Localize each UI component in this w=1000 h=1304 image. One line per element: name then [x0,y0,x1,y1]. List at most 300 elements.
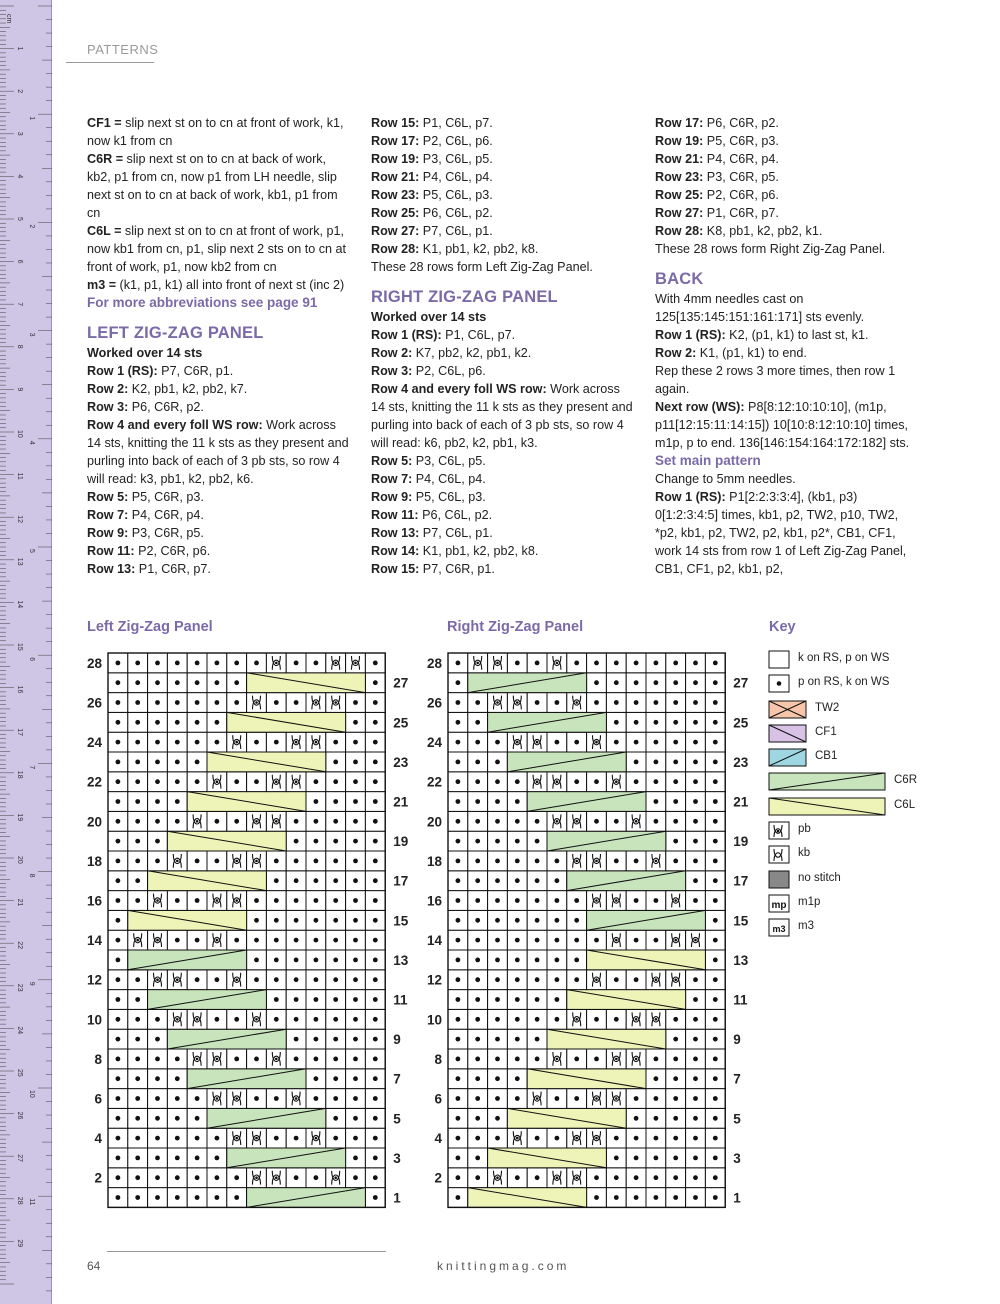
purl-dot [535,1136,540,1141]
purl-dot [314,1175,319,1180]
purl-dot [175,799,180,804]
purl-dot [373,1017,378,1022]
purl-dot [634,1195,639,1200]
purl-dot [254,1057,259,1062]
purl-dot [713,1057,718,1062]
row-number-odd: 25 [733,715,749,731]
ruler-inch-number: 5 [28,549,35,553]
purl-dot [634,740,639,745]
purl-dot [594,1017,599,1022]
purl-dot [673,1057,678,1062]
purl-dot [713,819,718,824]
row-number-odd: 11 [733,992,748,1008]
purl-dot [195,700,200,705]
purl-dot [373,1076,378,1081]
pattern-row [371,452,633,470]
pb-dot [315,741,318,744]
purl-dot [693,1057,698,1062]
purl-dot [333,918,338,923]
purl-dot [693,1195,698,1200]
purl-dot [373,938,378,943]
purl-dot [475,997,480,1002]
purl-dot [713,661,718,666]
purl-dot [195,977,200,982]
purl-dot [495,760,500,765]
row-number-even: 28 [86,655,102,671]
purl-dot [574,958,579,963]
ruler-cm-number: 24 [16,1026,23,1035]
row-number-even: 28 [426,655,442,671]
pb-dot [615,1097,618,1100]
purl-dot [456,859,461,864]
purl-dot [234,819,239,824]
purl-dot [353,1156,358,1161]
row-label: Row 9: [87,526,129,540]
purl-dot [614,661,619,666]
purl-dot [135,1096,140,1101]
purl-dot [215,859,220,864]
row-text: P3, C6R, p5. [128,526,204,540]
purl-dot [456,1175,461,1180]
key-label: C6L [894,799,916,811]
purl-dot [693,680,698,685]
purl-dot [175,1076,180,1081]
ruler-cm-number: 28 [16,1196,23,1205]
purl-dot [274,938,279,943]
row-label: Row 21: [371,170,420,184]
purl-dot [555,997,560,1002]
row-number-even: 8 [94,1051,102,1067]
ruler-cm-number: 27 [16,1154,23,1162]
worked-over: Worked over 14 sts [87,346,203,360]
purl-dot [713,740,718,745]
pb-dot [496,1176,499,1179]
purl-dot [175,1096,180,1101]
pattern-row [87,416,349,488]
purl-dot [535,700,540,705]
purl-dot [634,859,639,864]
row-text: P3, C6L, p5. [412,454,486,468]
row-text: Work across 14 sts, knitting the 11 k sts as they present and purling into back of each of 3 pb sts, so row 4 will read: k3, pb1, k2, pb2, k6. [87,418,349,486]
purl-dot [294,819,299,824]
purl-dot [495,1136,500,1141]
purl-dot [456,898,461,903]
pb-dot [315,701,318,704]
purl-dot [574,661,579,666]
pb-dot [235,899,238,902]
row-number-odd: 3 [733,1150,741,1166]
purl-dot [294,1037,299,1042]
form-note: These 28 rows form Left Zig-Zag Panel. [371,260,593,274]
ruler-inch-number: 8 [28,873,35,878]
purl-dot [353,839,358,844]
purl-dot [116,997,121,1002]
left-panel-heading: LEFT ZIG-ZAG PANEL [87,324,264,342]
kb-icon [768,845,790,864]
purl-dot [456,1076,461,1081]
page-number: 64 [87,1259,101,1273]
purl-dot [515,977,520,982]
pb-dot [255,820,258,823]
purl-dot [215,740,220,745]
next-row [655,398,911,452]
key-label: kb [798,847,811,859]
pattern-row [655,326,911,344]
purl-dot [594,938,599,943]
purl-dot [274,1096,279,1101]
pattern-row [371,542,633,560]
pb-dot [595,741,598,744]
purl-dot [515,918,520,923]
pb-dot [275,820,278,823]
pb-dot [516,741,519,744]
pb-dot [176,978,179,981]
worked-over: Worked over 14 sts [371,310,487,324]
purl-dot [116,958,121,963]
purl-dot [116,1136,121,1141]
row-number-even: 4 [434,1131,442,1147]
purl-dot [475,1096,480,1101]
purl-dot [535,958,540,963]
text-column-2 [371,114,633,578]
purl-dot [116,1175,121,1180]
pattern-row [655,186,911,204]
pb-dot [777,830,780,833]
ruler-cm-number: 26 [16,1111,23,1120]
pb-dot [674,978,677,981]
pb-dot [575,701,578,704]
purl-dot [333,779,338,784]
left-panel-rows-cont [371,114,633,258]
purl-dot [116,1037,121,1042]
row-label: Row 13: [87,562,136,576]
row-label: Row 9: [371,490,413,504]
text-column-3 [655,114,911,578]
purl-dot [495,799,500,804]
purl-dot [673,720,678,725]
row-number-odd: 21 [393,794,409,810]
purl-dot [456,958,461,963]
purl-dot [713,700,718,705]
purl-dot [654,779,659,784]
purl-dot [654,1096,659,1101]
c6r-icon [768,772,886,791]
purl-dot [495,997,500,1002]
row-label: Row 4 and every foll WS row: [371,382,547,396]
purl-dot [673,1116,678,1121]
purl-dot [456,700,461,705]
purl-dot [555,1017,560,1022]
purl-dot [693,700,698,705]
key-label: no stitch [798,872,841,884]
purl-dot [353,977,358,982]
purl-dot [495,1057,500,1062]
row-label: Row 11: [371,508,419,522]
row-label: Row 4 and every foll WS row: [87,418,263,432]
pb-dot [255,860,258,863]
purl-dot [353,859,358,864]
pb-dot [156,899,159,902]
row-text: P7, C6R, p1. [419,562,495,576]
purl-dot [654,661,659,666]
purl-dot [673,1195,678,1200]
pattern-row [371,132,633,150]
row-number-odd: 1 [393,1190,401,1206]
purl-dot [116,1096,121,1101]
row-number-even: 10 [426,1012,442,1028]
purl-dot [135,839,140,844]
purl-dot [155,819,160,824]
purl-dot [654,760,659,765]
purl-dot [713,1136,718,1141]
purl-dot [713,977,718,982]
purl-dot [495,819,500,824]
purl-dot [135,1175,140,1180]
right-chart-title: Right Zig-Zag Panel [447,619,584,635]
purl-dot [456,1057,461,1062]
purl-dot [135,1136,140,1141]
purl-dot [155,760,160,765]
row-number-odd: 27 [733,675,749,691]
purl-dot [373,839,378,844]
ruler-cm-number: 4 [16,174,23,179]
row-number-odd: 1 [733,1190,741,1206]
row-text: P7, C6R, p1. [157,364,234,378]
row-label: Row 21: [655,152,704,166]
purl-dot [215,700,220,705]
purl-dot [515,819,520,824]
pattern-row [87,542,349,560]
purl-dot [713,1156,718,1161]
row-number-odd: 21 [733,794,749,810]
p-icon [768,674,790,693]
purl-dot [495,898,500,903]
pattern-row [87,560,349,578]
row-text: P4, C6R, p4. [703,152,779,166]
purl-dot [535,878,540,883]
purl-dot [294,878,299,883]
row-number-odd: 5 [393,1111,401,1127]
purl-dot [195,1175,200,1180]
pattern-row [371,470,633,488]
purl-dot [634,977,639,982]
purl-dot [333,1116,338,1121]
purl-dot [155,839,160,844]
pb-dot [176,860,179,863]
purl-dot [475,700,480,705]
purl-dot [515,799,520,804]
pb-dot [595,899,598,902]
row-text: P2, C6L, p6. [412,364,486,378]
row-number-even: 14 [86,933,102,949]
row-number-even: 24 [426,735,442,751]
purl-dot [215,977,220,982]
purl-dot [373,918,378,923]
purl-dot [274,1136,279,1141]
pb-dot [216,939,219,942]
purl-dot [495,938,500,943]
purl-dot [654,938,659,943]
purl-dot [456,740,461,745]
row-number-even: 20 [426,814,442,830]
purl-dot [673,680,678,685]
row-number-even: 18 [426,853,442,869]
ruler-inch-number: 3 [28,332,35,337]
m3-icon [768,918,790,937]
row-number-even: 22 [86,774,102,790]
purl-dot [713,1096,718,1101]
row-label: Row 19: [371,152,420,166]
tw2-icon [768,700,807,719]
row-text: P5, C6R, p3. [703,134,779,148]
pattern-row [371,150,633,168]
row-label: Row 7: [371,472,413,486]
purl-dot [274,918,279,923]
row-label: Row 2: [87,382,129,396]
pb-dot [655,860,658,863]
purl-dot [515,1057,520,1062]
purl-dot [495,878,500,883]
purl-dot [693,898,698,903]
purl-dot [333,1057,338,1062]
purl-dot [594,680,599,685]
purl-dot [495,1037,500,1042]
row-number-odd: 7 [733,1071,741,1087]
key-label: k on RS, p on WS [798,652,890,664]
purl-dot [535,898,540,903]
purl-dot [475,720,480,725]
row-label: Row 23: [371,188,420,202]
purl-dot [314,819,319,824]
ruler-cm-number: 9 [16,387,23,392]
purl-dot [456,1195,461,1200]
pb-dot [275,780,278,783]
purl-dot [495,1096,500,1101]
purl-dot [353,1096,358,1101]
purl-dot [155,1076,160,1081]
pb-dot [556,820,559,823]
purl-dot [373,1136,378,1141]
pb-dot [556,1058,559,1061]
row-text: P1, C6L, p7. [441,328,516,342]
purl-dot [634,898,639,903]
purl-dot [294,898,299,903]
purl-dot [294,977,299,982]
pb-dot [136,939,139,942]
pb-dot [536,780,539,783]
purl-dot [713,938,718,943]
ruler-cm-number: 3 [16,131,23,136]
purl-dot [274,997,279,1002]
purl-dot [254,1096,259,1101]
purl-dot [274,878,279,883]
purl-dot [373,878,378,883]
pb-dot [556,662,559,665]
purl-dot [373,1156,378,1161]
purl-dot [314,661,319,666]
purl-dot [215,1175,220,1180]
purl-dot [314,997,319,1002]
pb-dot [156,978,159,981]
purl-dot [456,661,461,666]
pattern-row [87,506,349,524]
pb-dot [216,1097,219,1100]
purl-dot [116,918,121,923]
purl-dot [234,1175,239,1180]
purl-dot [654,1195,659,1200]
purl-dot [314,1037,319,1042]
purl-dot [353,720,358,725]
row-label: Row 1 (RS): [87,364,158,378]
purl-dot [373,1175,378,1180]
purl-dot [574,918,579,923]
more-abbreviations-link[interactable]: For more abbreviations see page 91 [87,295,318,310]
key-label: CB1 [815,750,838,762]
purl-dot [353,1037,358,1042]
purl-dot [274,898,279,903]
pb-dot [334,701,337,704]
purl-dot [475,918,480,923]
row-text: P1, C6R, p7. [135,562,211,576]
right-panel-heading: RIGHT ZIG-ZAG PANEL [371,288,558,306]
pattern-row [655,150,911,168]
purl-dot [333,799,338,804]
key-label: CF1 [815,726,837,738]
purl-dot [555,878,560,883]
purl-dot [116,799,121,804]
purl-dot [116,1057,121,1062]
row-number-odd: 5 [733,1111,741,1127]
purl-dot [515,1175,520,1180]
purl-dot [294,859,299,864]
purl-dot [195,680,200,685]
purl-dot [713,799,718,804]
purl-dot [294,997,299,1002]
pb-dot [315,1137,318,1140]
row-label: Row 1 (RS): [655,490,726,504]
ruler [0,0,52,1304]
row-number-odd: 17 [733,873,749,889]
purl-dot [614,819,619,824]
purl-dot [215,1136,220,1141]
set-main-pattern: Set main pattern [655,453,761,468]
row-text: P6, C6R, p2. [128,400,204,414]
purl-dot [654,1057,659,1062]
purl-dot [495,740,500,745]
purl-dot [456,878,461,883]
purl-dot [116,1156,121,1161]
purl-dot [353,819,358,824]
purl-dot [594,1175,599,1180]
ruler-cm-number: 16 [16,685,23,694]
row-label: Row 23: [655,170,704,184]
key-glyph: m3 [772,924,786,934]
pattern-row [371,524,633,542]
ruler-cm-number: 22 [16,941,23,949]
ruler-cm-number: 20 [16,856,23,864]
m1p-icon [768,894,790,913]
purl-dot [594,779,599,784]
pattern-row [371,186,633,204]
purl-dot [314,839,319,844]
purl-dot [314,799,319,804]
purl-dot [693,720,698,725]
purl-dot [456,997,461,1002]
purl-dot [373,958,378,963]
purl-dot [373,859,378,864]
purl-dot [195,1096,200,1101]
purl-dot [254,977,259,982]
